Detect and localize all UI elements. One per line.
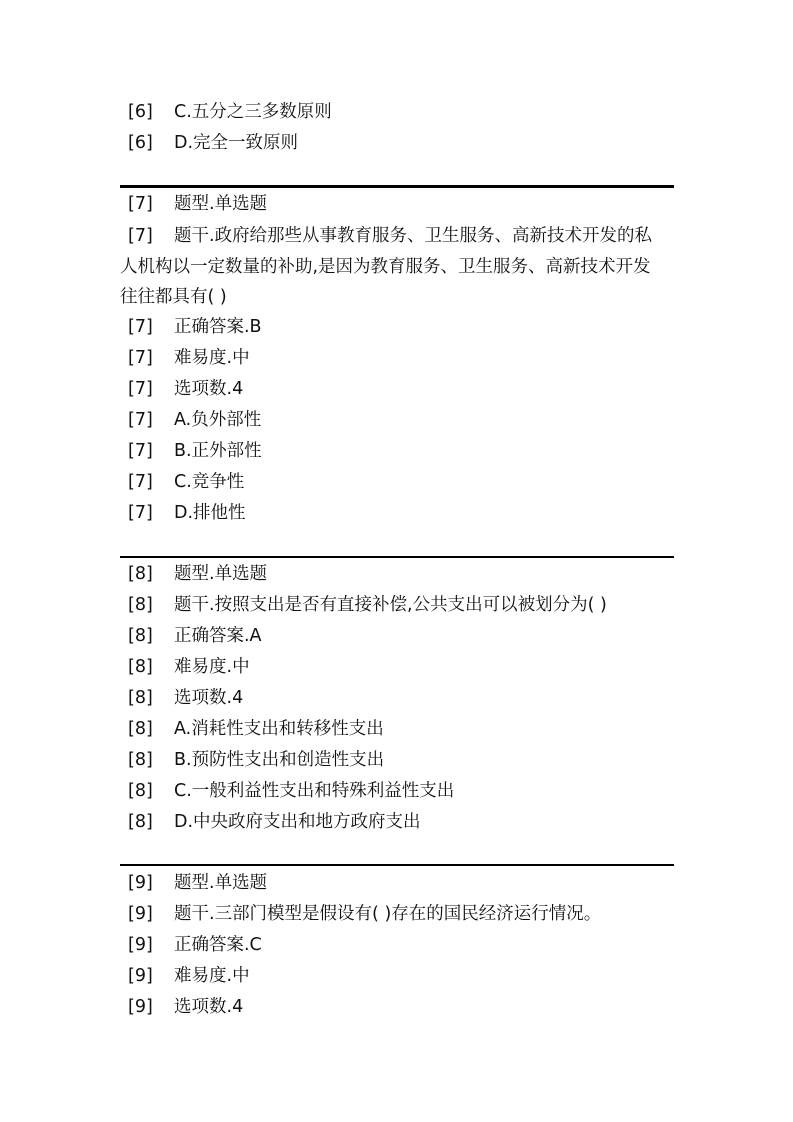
q9-difficulty: [9] 难易度.中: [128, 966, 250, 986]
question-divider: [120, 185, 674, 188]
q9-stem: [9] 题干.三部门模型是假设有( )存在的国民经济运行情况。: [128, 904, 602, 924]
q9-option-count: [9] 选项数.4: [128, 997, 244, 1017]
q8-option-a: [8] A.消耗性支出和转移性支出: [128, 719, 384, 739]
q7-stem-continuation: 往往都具有( ): [120, 287, 227, 307]
q7-option-a: [7] A.负外部性: [128, 410, 262, 430]
q8-type: [8] 题型.单选题: [128, 564, 268, 584]
q7-stem: [7] 题干.政府给那些从事教育服务、卫生服务、高新技术开发的私: [128, 226, 653, 246]
q8-answer: [8] 正确答案.A: [128, 626, 262, 646]
q8-option-b: [8] B.预防性支出和创造性支出: [128, 750, 385, 770]
question-divider: [120, 556, 674, 558]
q8-option-c: [8] C.一般利益性支出和特殊利益性支出: [128, 781, 455, 801]
q7-option-count: [7] 选项数.4: [128, 379, 244, 399]
q7-answer: [7] 正确答案.B: [128, 317, 262, 337]
q6-option-d: [6] D.完全一致原则: [128, 133, 299, 153]
question-divider: [120, 864, 674, 866]
q9-type: [9] 题型.单选题: [128, 873, 268, 893]
q8-option-d: [8] D.中央政府支出和地方政府支出: [128, 812, 421, 832]
q7-type: [7] 题型.单选题: [128, 194, 268, 214]
q7-stem-continuation: 人机构以一定数量的补助,是因为教育服务、卫生服务、高新技术开发: [120, 257, 651, 277]
q8-difficulty: [8] 难易度.中: [128, 657, 250, 677]
q7-option-d: [7] D.排他性: [128, 503, 246, 523]
q8-stem: [8] 题干.按照支出是否有直接补偿,公共支出可以被划分为( ): [128, 595, 607, 615]
q9-answer: [9] 正确答案.C: [128, 935, 262, 955]
q6-option-c: [6] C.五分之三多数原则: [128, 102, 332, 122]
q8-option-count: [8] 选项数.4: [128, 688, 244, 708]
q7-option-c: [7] C.竞争性: [128, 472, 245, 492]
q7-difficulty: [7] 难易度.中: [128, 348, 250, 368]
q7-option-b: [7] B.正外部性: [128, 441, 262, 461]
